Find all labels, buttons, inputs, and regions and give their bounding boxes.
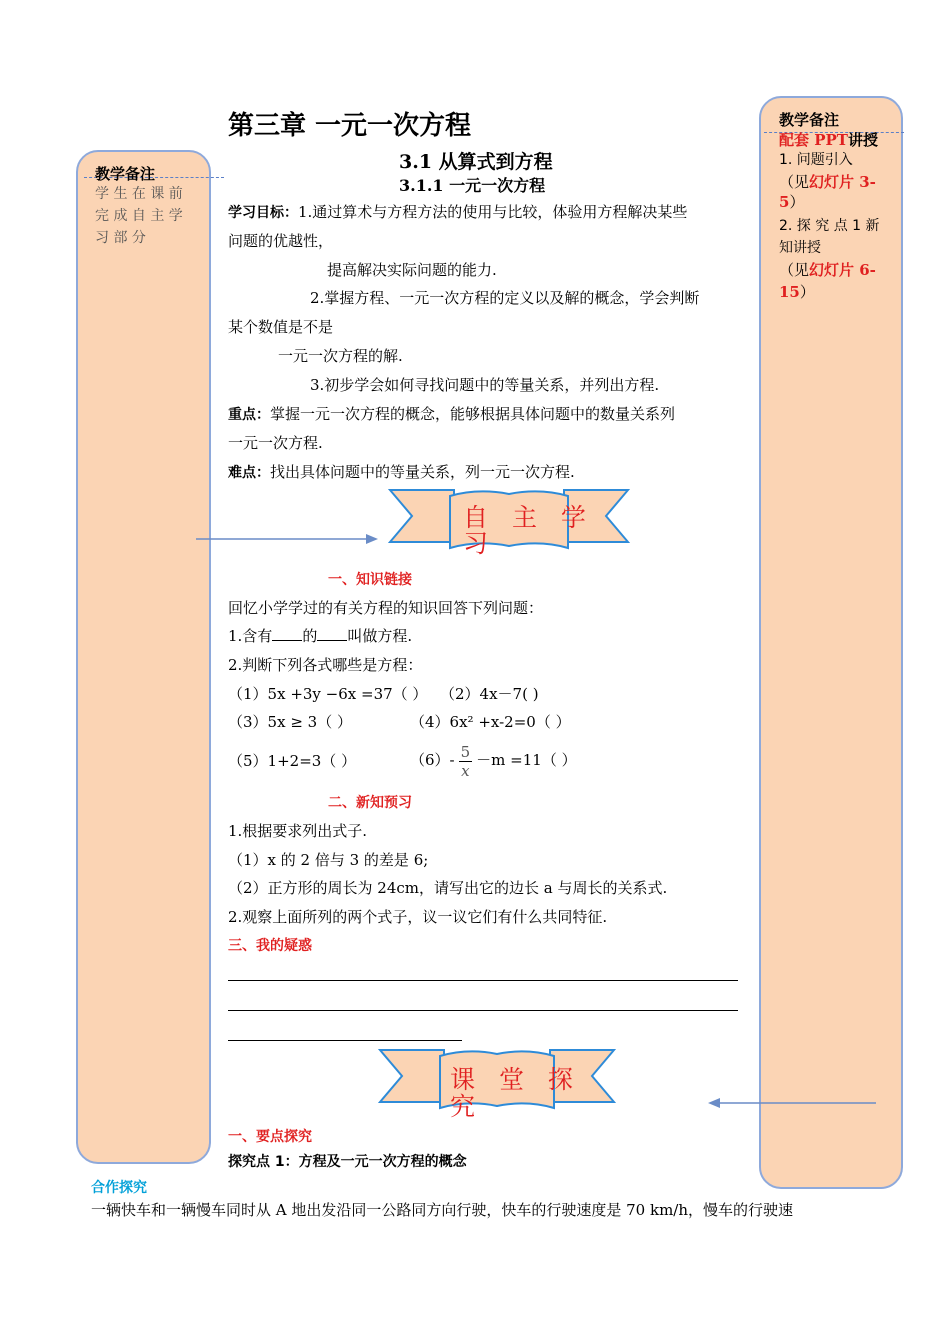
right-note-ref2b: 15） (779, 283, 815, 301)
section1-intro: 回忆小学学过的有关方程的知识回答下列问题： (228, 599, 544, 617)
coop-text: 一辆快车和一辆慢车同时从 A 地出发沿同一公路同方向行驶，快车的行驶速度是 70 km/h，慢车的行驶速 (91, 1201, 794, 1219)
blank-line (317, 626, 347, 641)
section2-heading: 二、新知预习 (328, 795, 412, 811)
chapter-title: 第三章 一元一次方程 (228, 111, 472, 141)
section3-heading: 三、我的疑惑 (228, 938, 312, 954)
class-heading: 一、要点探究 (228, 1129, 312, 1145)
subsection-title: 3.1.1 一元一次方程 (399, 176, 546, 195)
section2-line: 2.观察上面所列的两个式子，议一议它们有什么共同特征. (228, 908, 608, 926)
objectives-line: 某个数值是不是 (228, 318, 334, 336)
left-note-panel (76, 150, 211, 1164)
key-point: 重点：掌握一元一次方程的概念，能够根据具体问题中的数量关系列 (228, 405, 676, 423)
objectives-line: 提高解决实际问题的能力. (327, 261, 497, 279)
banner-title: 课 堂 探 (450, 1065, 581, 1094)
section1-heading: 一、知识链接 (328, 572, 412, 588)
right-note-ref1: （见幻灯片 3- (779, 173, 876, 191)
right-note-ppt: 配套 PPT讲授 (779, 131, 878, 149)
class-point: 探究点 1：方程及一元一次方程的概念 (228, 1154, 467, 1170)
key-point-line: 一元一次方程. (228, 434, 323, 452)
banner-title: 习 (463, 529, 497, 558)
objectives-line: 学习目标：1.通过算术与方程方法的使用与比较，体验用方程解决某些 (228, 203, 688, 221)
equation-item: （3）5x ≥ 3（ ） (228, 713, 352, 731)
banner-title: 自 主 学 (463, 503, 594, 532)
right-note-title: 教学备注 (779, 111, 840, 129)
blank-line (272, 626, 302, 641)
left-note-line: 习 部 分 (95, 230, 146, 246)
equation-item: （2）4x－7( ) (440, 685, 539, 703)
section1-q1: 1.含有 的 叫做方程. (228, 627, 413, 645)
section2-line: （1）x 的 2 倍与 3 的差是 6; (228, 851, 429, 869)
section-title: 3.1 从算式到方程 (399, 151, 553, 173)
objectives-line: 问题的优越性， (228, 232, 334, 250)
objectives-line: 3.初步学会如何寻找问题中的等量关系，并列出方程. (310, 376, 660, 394)
right-note-ref1b: 5） (779, 193, 805, 211)
objectives-line: 一元一次方程的解. (278, 347, 403, 365)
right-note-item1: 1. 问题引入 (779, 152, 853, 168)
answer-line (228, 1010, 738, 1011)
objectives-label: 学习目标： (228, 205, 298, 221)
right-note-ref2: （见幻灯片 6- (779, 261, 876, 279)
right-note-item2b: 知讲授 (779, 240, 821, 256)
equation-item: （5）1+2=3（ ） (228, 752, 357, 770)
coop-heading: 合作探究 (91, 1180, 147, 1196)
right-note-item2: 2. 探 究 点 1 新 (779, 218, 880, 234)
banner-title: 究 (450, 1092, 484, 1121)
equation-item-fraction: （6）- $\frac{5}{x}$ －m =11（ ） (410, 742, 577, 780)
equation-item: （1）5x +3y −6x =37（ ） (228, 685, 428, 703)
section1-q2: 2.判断下列各式哪些是方程： (228, 656, 423, 674)
answer-line (228, 1040, 462, 1041)
equation-item: （4）6x² +x-2=0（ ） (410, 713, 571, 731)
left-note-title: 教学备注 (95, 165, 156, 183)
section2-line: 1.根据要求列出式子. (228, 822, 368, 840)
arrow-right-icon (196, 532, 378, 546)
objectives-line: 2.掌握方程、一元一次方程的定义以及解的概念，学会判断 (310, 289, 700, 307)
arrow-left-icon (708, 1096, 876, 1110)
answer-line (228, 980, 738, 981)
left-note-line: 完 成 自 主 学 (95, 208, 183, 224)
left-note-line: 学 生 在 课 前 (95, 186, 183, 202)
section2-line: （2）正方形的周长为 24cm，请写出它的边长 a 与周长的关系式. (228, 879, 668, 897)
difficulty: 难点：找出具体问题中的等量关系，列一元一次方程. (228, 463, 575, 481)
